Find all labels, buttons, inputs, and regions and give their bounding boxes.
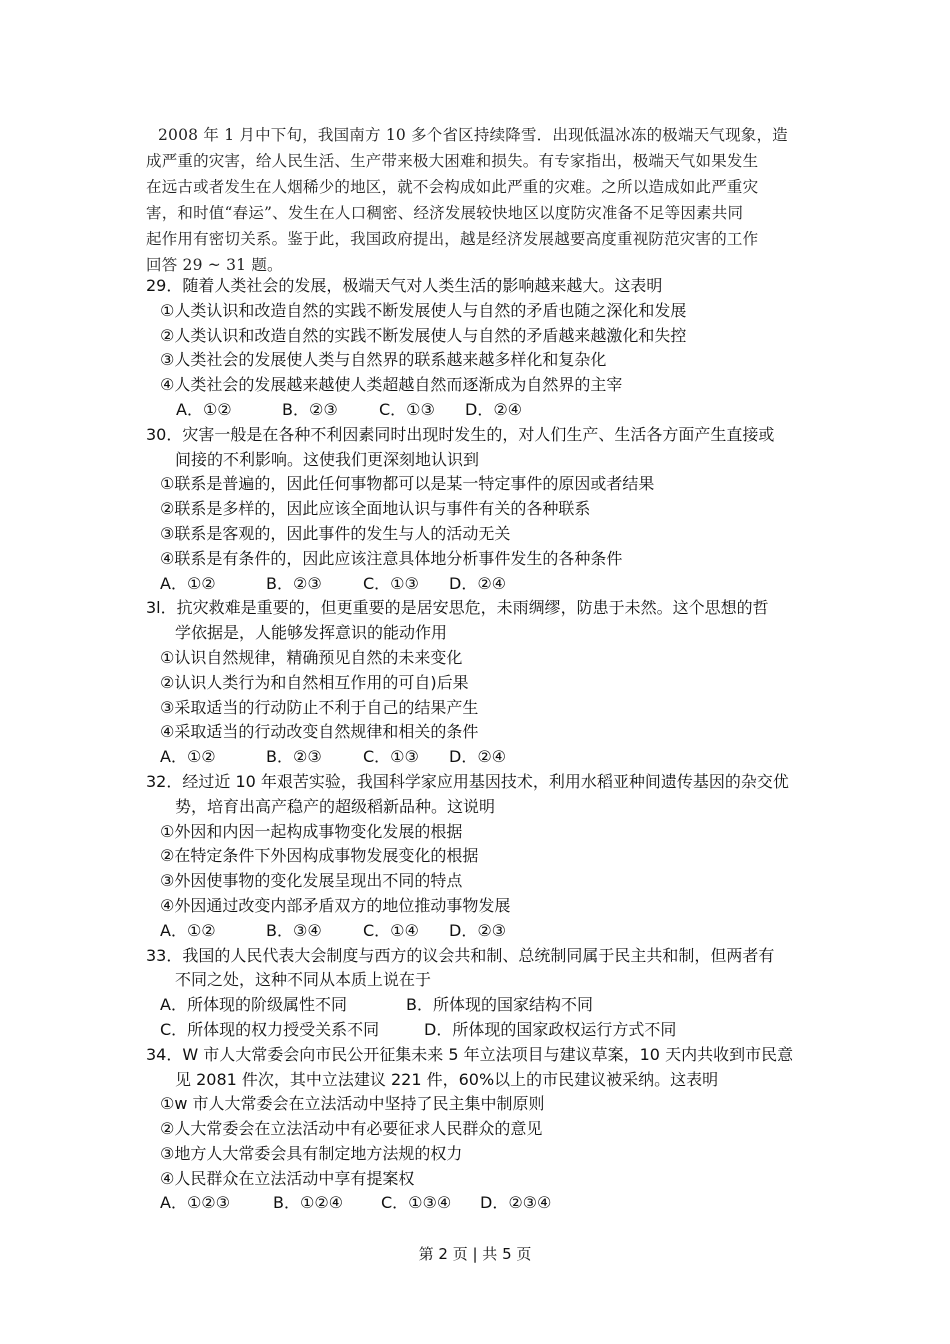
question-stem-continued: 见 2081 件次，其中立法建议 221 件，60%以上的市民建议被采纳。这表明 [175,1069,719,1089]
choice-b: B．②③ [282,399,338,419]
answer-choices [146,745,816,770]
choice-d: D．②④ [465,399,523,419]
statement-option: ④人类社会的发展越来越使人类超越自然而逐渐成为自然界的主宰 [160,375,623,395]
choice-a: A．①② [160,573,216,593]
question-32 [146,770,816,944]
statement-option: ②联系是多样的，因此应该全面地认识与事件有关的各种联系 [160,499,591,519]
choice-b: B．②③ [266,573,322,593]
statement-option: ①联系是普遍的，因此任何事物都可以是某一特定事件的原因或者结果 [160,474,655,494]
choice-a: A．①② [160,747,216,767]
intro-line: 起作用有密切关系。鉴于此，我国政府提出，越是经济发展越要高度重视防范灾害的工作 [146,230,759,248]
intro-passage [146,122,810,278]
question-stem-continued: 间接的不利影响。这使我们更深刻地认识到 [175,449,480,469]
statement-option: ①外因和内因一起构成事物变化发展的根据 [160,821,463,841]
choice-b: B．③④ [266,920,322,940]
statement-option: ③采取适当的行动防止不利于自己的结果产生 [160,697,479,717]
choice-c: C．①③ [379,399,435,419]
intro-line: 害，和时值“春运”、发生在人口稠密、经济发展较快地区以度防灾准备不足等因素共同 [146,204,744,222]
question-34 [146,1043,816,1217]
statement-option: ④采取适当的行动改变自然规律和相关的条件 [160,722,479,742]
answer-choices [146,398,816,423]
question-list [146,274,816,1216]
question-31 [146,596,816,770]
answer-choices [146,1191,816,1216]
statement-option: ①认识自然规律，精确预见自然的未来变化 [160,647,463,667]
choice-c: C．①③ [363,747,419,767]
statement-option: ①w 市人大常委会在立法活动中坚持了民主集中制原则 [160,1094,545,1114]
intro-line: 成严重的灾害，给人民生活、生产带来极大困难和损失。有专家指出，极端天气如果发生 [146,152,759,170]
choice-a: A．①② [176,399,232,419]
statement-option: ④人民群众在立法活动中享有提案权 [160,1168,415,1188]
statement-option: ④外因通过改变内部矛盾双方的地位推动事物发展 [160,895,511,915]
question-stem-continued: 势，培育出高产稳产的超级稻新品种。这说明 [175,796,496,816]
statement-option: ①人类认识和改造自然的实践不断发展使人与自然的矛盾也随之深化和发展 [160,300,687,320]
intro-line: 在远古或者发生在人烟稀少的地区，就不会构成如此严重的灾难。之所以造成如此严重灾 [146,178,759,196]
question-stem: 34．W 市人大常委会向市民公开征集未来 5 年立法项目与建议草案，10 天内共收到市民意 [146,1044,794,1064]
statement-option: ③外因使事物的变化发展呈现出不同的特点 [160,871,463,891]
choice-c: C．①③ [363,573,419,593]
question-stem: 32．经过近 10 年艰苦实验，我国科学家应用基因技术，利用水稻亚种间遗传基因的杂交优 [146,771,789,791]
choice-a: A．所体现的阶级属性不同 [160,995,347,1015]
statement-option: ②人大常委会在立法活动中有必要征求人民群众的意见 [160,1119,543,1139]
choice-b: B．②③ [266,747,322,767]
question-stem: 3l．抗灾救难是重要的，但更重要的是居安思危，未雨绸缪，防患于未然。这个思想的哲 [146,598,769,618]
question-29 [146,274,816,423]
choice-a: A．①②③ [160,1193,230,1213]
choice-d: D．②④ [449,747,507,767]
choice-a: A．①② [160,920,216,940]
statement-option: ③人类社会的发展使人类与自然界的联系越来越多样化和复杂化 [160,350,607,370]
choice-c: C．①③④ [381,1193,452,1213]
statement-option: ④联系是有条件的，因此应该注意具体地分析事件发生的各种条件 [160,548,623,568]
statement-option: ②在特定条件下外因构成事物发展变化的根据 [160,846,479,866]
answer-choices-row [146,993,816,1018]
question-stem-continued: 不同之处，这种不同从本质上说在于 [175,970,432,990]
page-number-footer: 第 2 页 | 共 5 页 [418,1245,532,1263]
question-stem: 29．随着人类社会的发展，极端天气对人类生活的影响越来越大。这表明 [146,276,663,295]
intro-line: 回答 29 ~ 31 题。 [146,256,283,274]
choice-c: C．①④ [363,920,419,940]
statement-option: ③地方人大常委会具有制定地方法规的权力 [160,1143,463,1163]
answer-choices [146,919,816,944]
choice-b: B．①②④ [273,1193,344,1213]
question-stem-continued: 学依据是，人能够发挥意识的能动作用 [175,623,448,643]
answer-choices [146,572,816,597]
question-30 [146,423,816,597]
choice-d: D．②③ [449,920,507,940]
choice-d: D．所体现的国家政权运行方式不同 [424,1019,677,1039]
question-stem: 33．我国的人民代表大会制度与西方的议会共和制、总统制同属于民主共和制，但两者有 [146,945,775,965]
choice-c: C．所体现的权力授受关系不同 [160,1019,380,1039]
choice-b: B．所体现的国家结构不同 [406,995,593,1015]
choice-d: D．②④ [449,573,507,593]
question-33 [146,944,816,1043]
statement-option: ②认识人类行为和自然相互作用的可自)后果 [160,672,469,692]
choice-d: D．②③④ [480,1193,552,1213]
statement-option: ②人类认识和改造自然的实践不断发展使人与自然的矛盾越来越激化和失控 [160,325,687,345]
question-stem: 30．灾害一般是在各种不利因素同时出现时发生的，对人们生产、生活各方面产生直接或 [146,424,775,444]
intro-line: 2008 年 1 月中下旬，我国南方 10 多个省区持续降雪．出现低温冰冻的极端天气现象，造 [158,126,788,144]
statement-option: ③联系是客观的，因此事件的发生与人的活动无关 [160,523,511,543]
answer-choices-row [146,1018,816,1043]
